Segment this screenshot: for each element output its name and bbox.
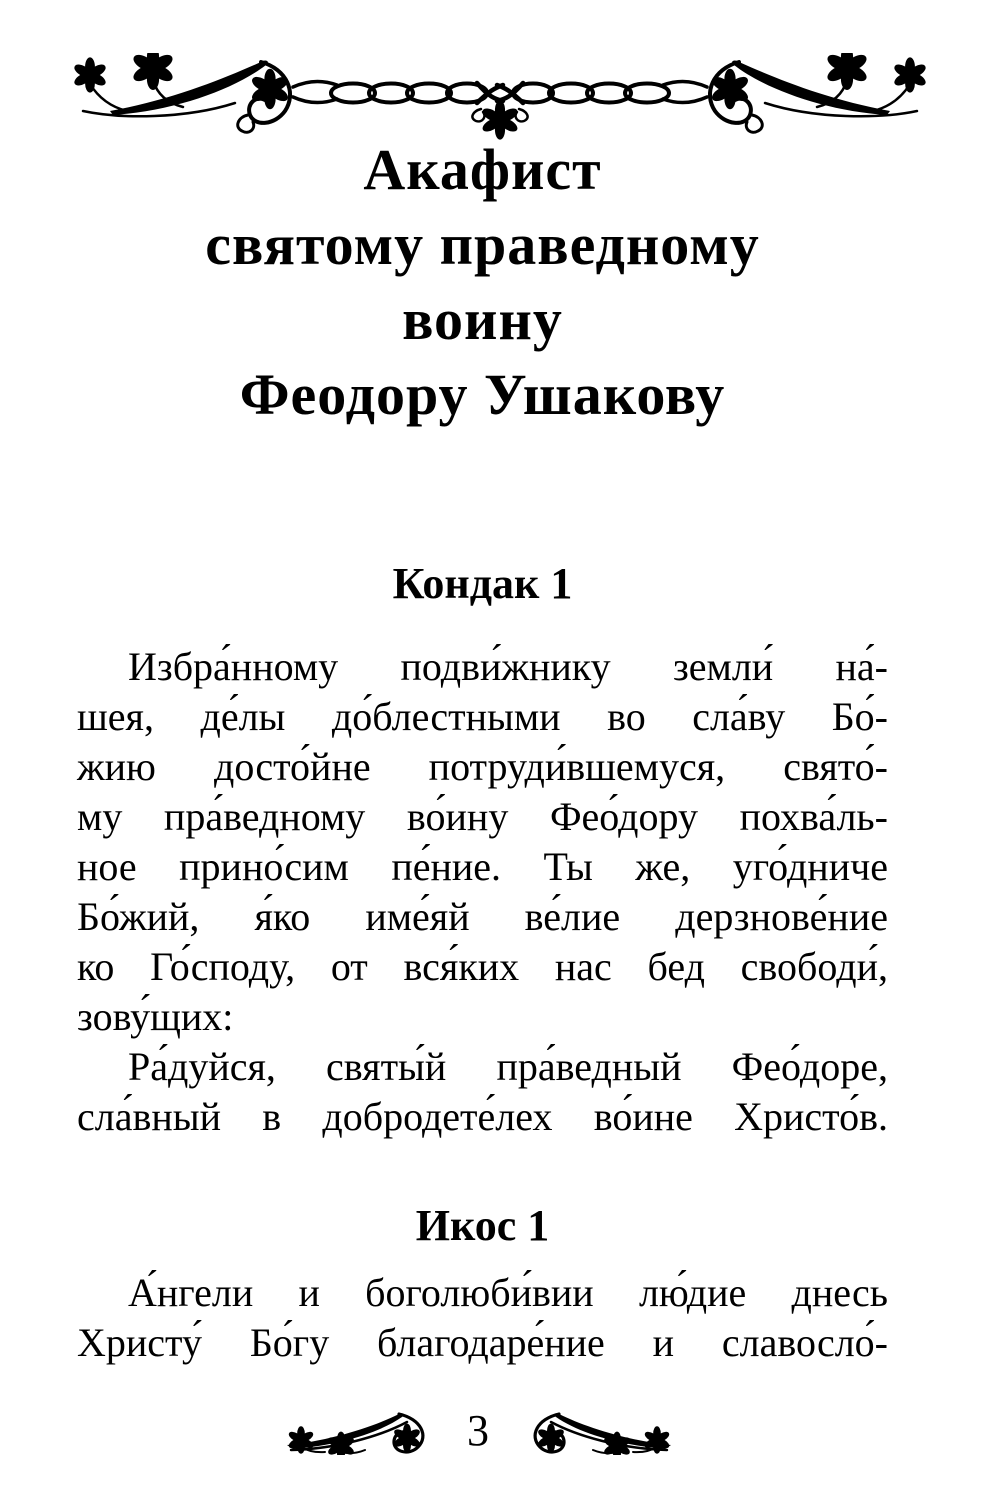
ikos-1-text	[77, 1268, 888, 1368]
section-heading-ikos-1: Икос 1	[415, 1201, 550, 1250]
book-title	[77, 132, 888, 432]
title-line: воину	[402, 287, 563, 352]
text-line: му пра́ведному во́ину Фео́дору похва́ль-	[77, 794, 888, 839]
title-line: святому праведному	[205, 212, 760, 277]
text-line: зову́щих:	[77, 994, 234, 1039]
text-line: Избра́нному подви́жнику земли́ на́-	[128, 644, 888, 689]
text-line: А́нгели и боголюби́вии лю́дие днесь	[128, 1270, 888, 1315]
text-line: ко Го́споду, от вся́ких нас бед свободи́,	[77, 944, 888, 989]
text-line: ное прино́сим пе́ние. Ты же, уго́дниче	[77, 844, 888, 889]
title-line: Феодору Ушакову	[239, 362, 726, 427]
text-line: жию досто́йне потруди́вшемуся, свято́-	[77, 744, 888, 789]
text-line: Бо́жий, я́ко име́яй ве́лие дерзнове́ние	[77, 894, 888, 939]
page-number: 3	[467, 1406, 489, 1455]
footer-floral-ornament-right	[519, 1409, 677, 1455]
section-heading-kondak-1: Кондак 1	[392, 559, 573, 608]
text-line: Ра́дуйся, святы́й пра́ведный Фео́доре,	[128, 1044, 888, 1089]
text-line: шея, де́лы до́блестными во сла́ву Бо́-	[77, 694, 888, 739]
footer-floral-ornament-left	[281, 1409, 439, 1455]
text-line: сла́вный в добродете́лех во́ине Христо́в.	[77, 1094, 888, 1139]
title-line: Акафист	[363, 137, 602, 202]
text-line: Христу́ Бо́гу благодаре́ние и славосло́-	[77, 1320, 888, 1365]
kondak-1-text	[77, 642, 888, 1142]
